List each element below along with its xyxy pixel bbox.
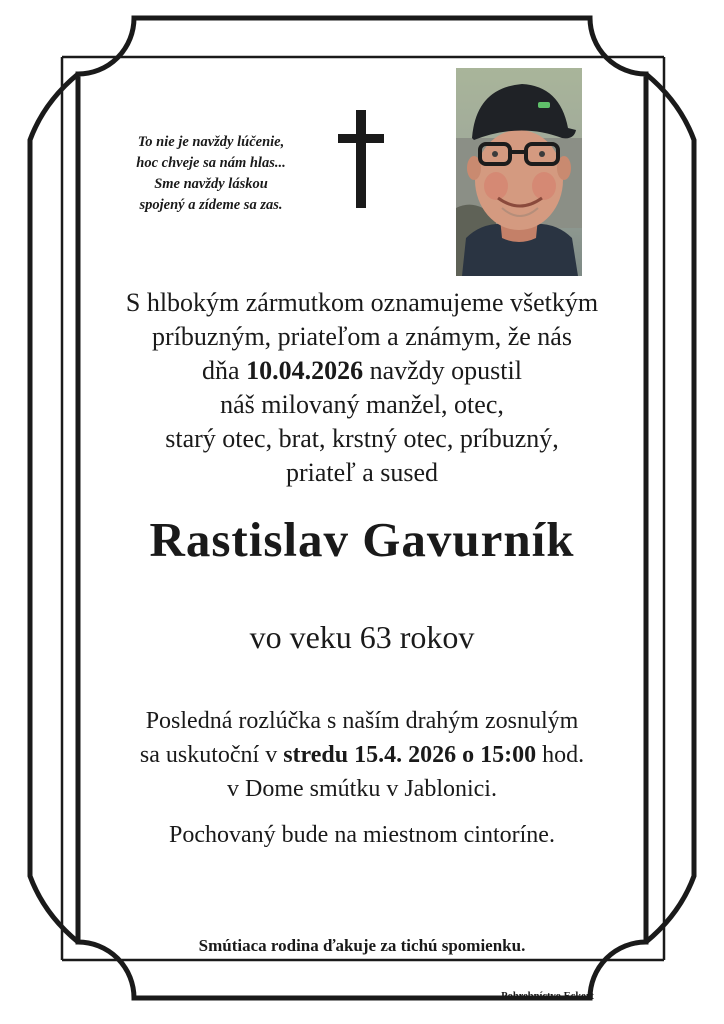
announcement-line-4: náš milovaný manžel, otec, xyxy=(220,390,504,419)
announcement-line-1: S hlbokým zármutkom oznamujeme všetkým xyxy=(125,288,599,317)
funeral-prefix: sa uskutoční v xyxy=(139,742,284,768)
portrait-photo xyxy=(456,68,582,276)
poem-verse: To nie je navždy lúčenie, hoc chveje sa nám hlas... Sme navždy láskou spojený a zídeme sa zas. xyxy=(136,134,286,213)
funeral-day-date: stredu 15.4. 2026 xyxy=(283,742,457,768)
burial-note: Pochovaný bude na miestnom cintoríne. xyxy=(169,822,555,848)
family-thanks: Smútiaca rodina ďakuje za tichú spomienku. xyxy=(198,936,526,955)
funeral-line-3: v Dome smútku v Jablonici. xyxy=(227,776,497,802)
deceased-age: vo veku 63 rokov xyxy=(249,619,475,655)
date-suffix: navždy opustil xyxy=(363,356,522,385)
announcement-line-6: priateľ a sused xyxy=(285,458,439,487)
funeral-line-2 xyxy=(40,738,684,772)
funeral-time: 15:00 xyxy=(480,742,537,768)
funeral-details xyxy=(40,704,684,806)
date-of-death: 10.04.2026 xyxy=(246,356,364,385)
funeral-suffix: hod. xyxy=(536,742,585,768)
announcement-line-3 xyxy=(40,354,684,388)
undertaker-credit: Pohrebníctvo Eckert xyxy=(501,991,594,1002)
announcement-line-2: príbuzným, priateľom a známym, že nás xyxy=(152,322,572,351)
funeral-line-1: Posledná rozlúčka s naším drahým zosnulým xyxy=(145,708,579,734)
funeral-connector: o xyxy=(456,742,481,768)
announcement-text xyxy=(40,286,684,490)
announcement-line-5: starý otec, brat, krstný otec, príbuzný, xyxy=(165,424,559,453)
date-prefix: dňa xyxy=(202,356,247,385)
deceased-name: Rastislav Gavurník xyxy=(149,512,575,567)
latin-cross-icon xyxy=(338,110,384,210)
